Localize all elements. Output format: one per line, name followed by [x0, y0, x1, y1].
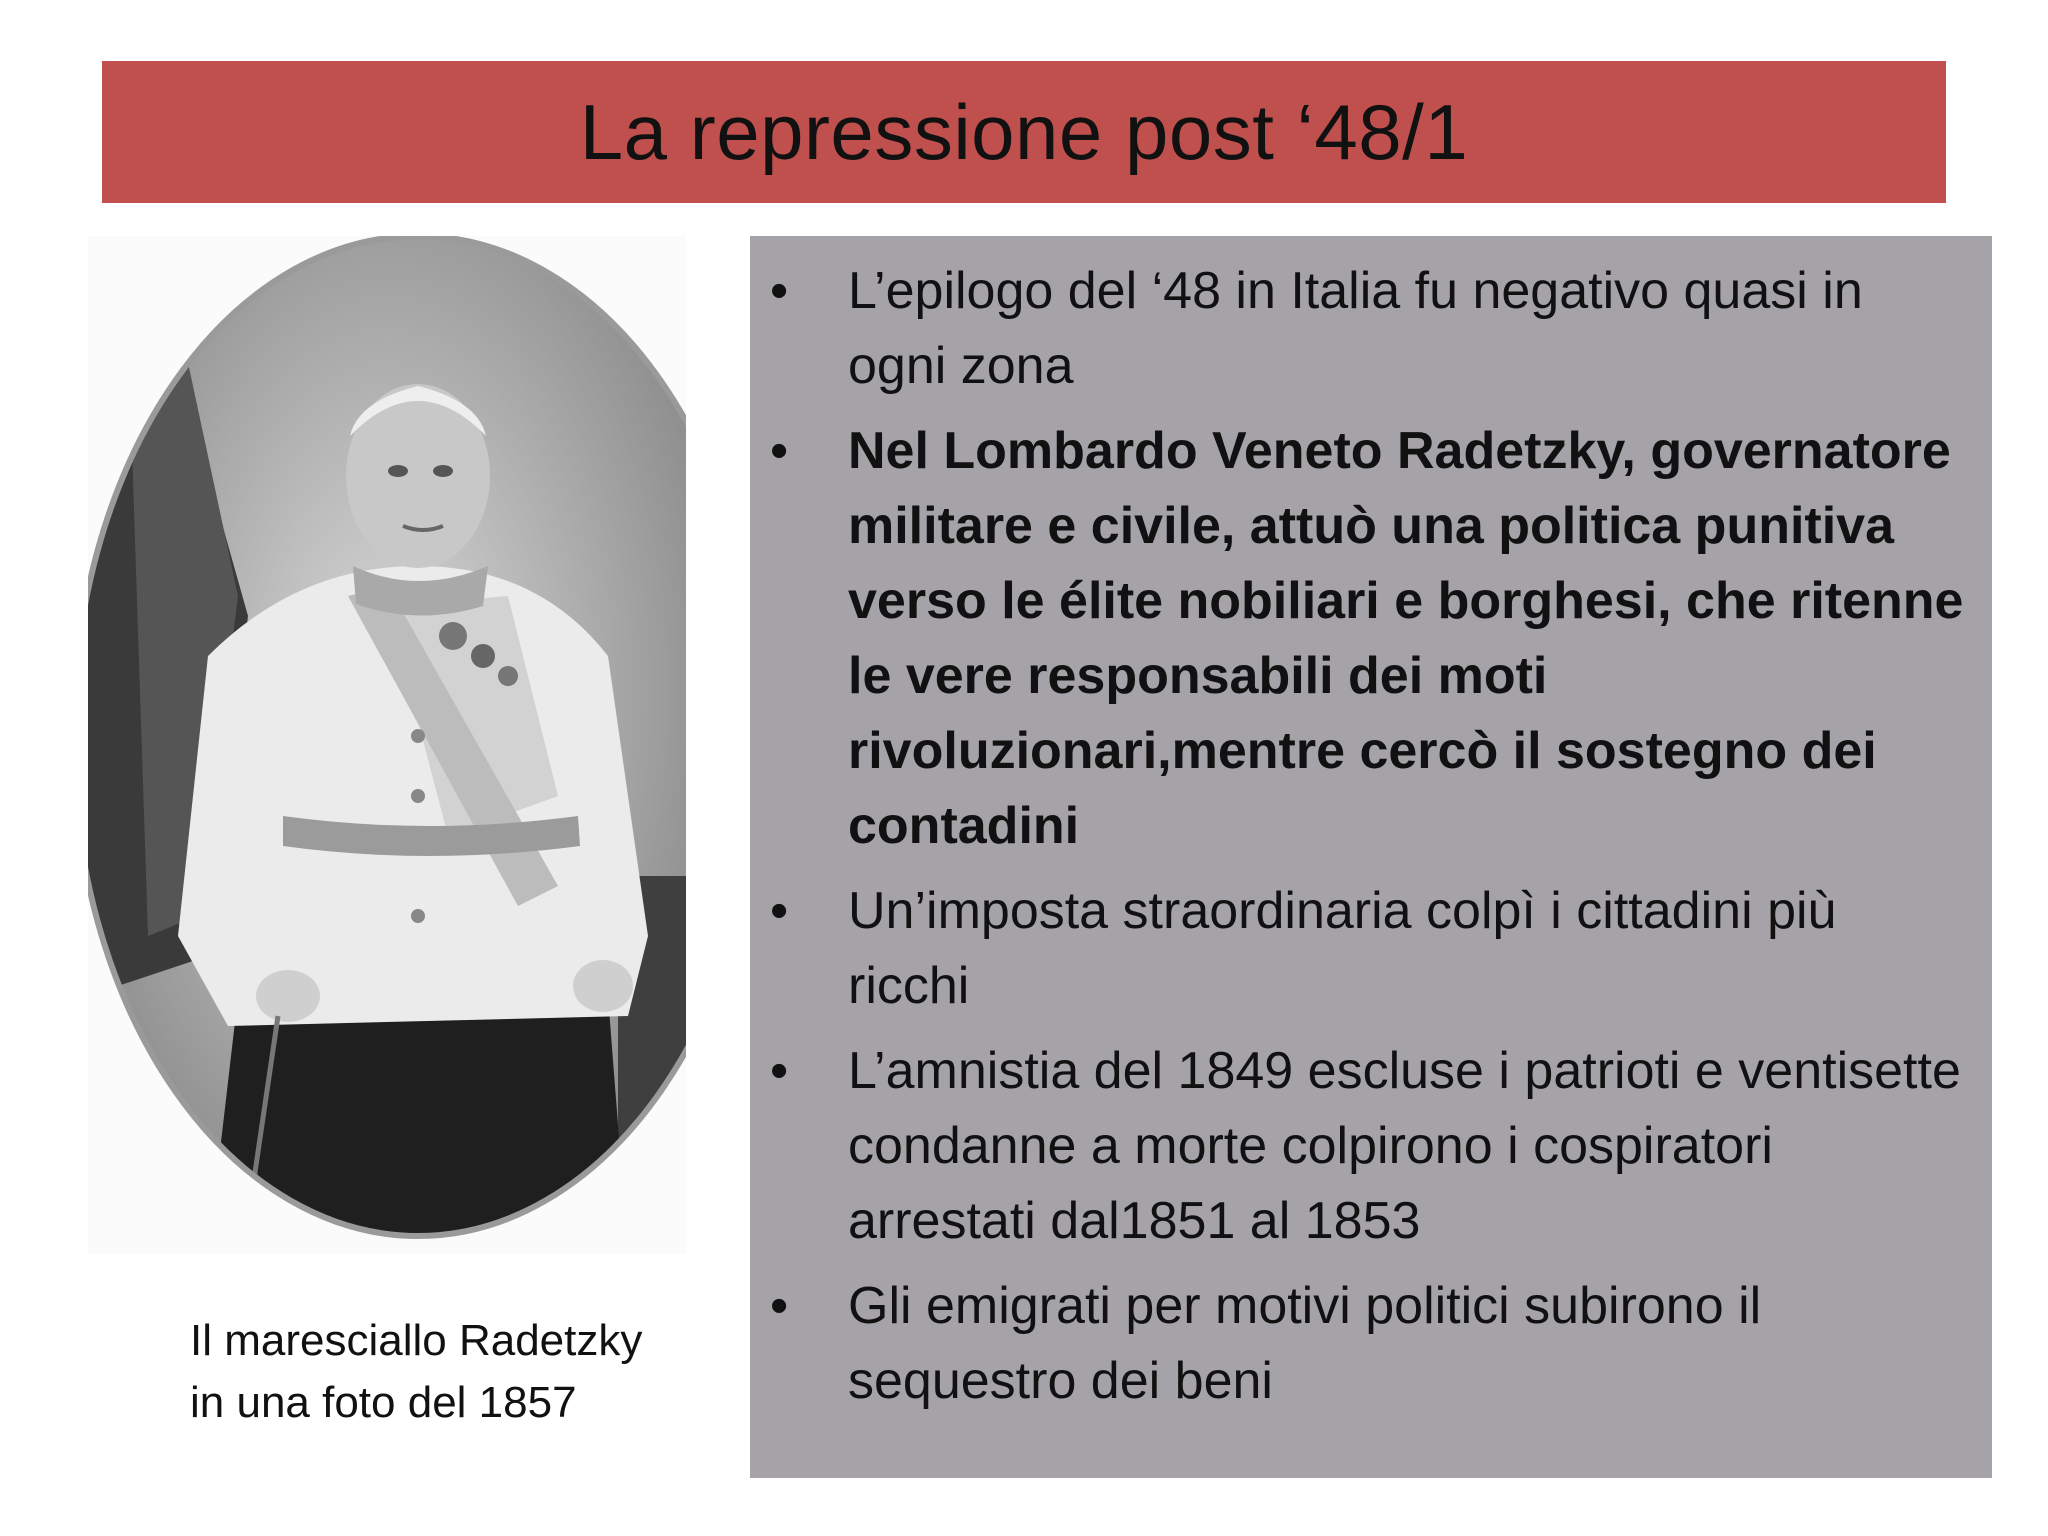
title-bar: [102, 61, 1946, 203]
portrait-photo: [88, 236, 686, 1254]
bullet-item: [750, 254, 1992, 404]
bullet-text: Un’imposta straordinaria colpì i cittadini più ricchi: [848, 882, 1837, 1015]
radetzky-portrait-image: [88, 236, 686, 1254]
bullet-item: [750, 874, 1992, 1024]
bullet-text: Gli emigrati per motivi politici subirono il sequestro dei beni: [848, 1277, 1762, 1410]
bullet-glyph: •: [770, 1042, 789, 1100]
portrait-caption: Il maresciallo Radetzky in una foto del 1857: [190, 1316, 643, 1427]
bullet-glyph: •: [770, 882, 789, 940]
bullet-text: L’amnistia del 1849 escluse i patrioti e ventisette condanne a morte colpirono i cospiratori arrestati dal1851 al 1853: [848, 1042, 1961, 1250]
bullet-item: [750, 414, 1992, 864]
bullet-list: [750, 254, 1992, 1429]
bullet-item: [750, 1269, 1992, 1419]
content-box: [750, 236, 1992, 1478]
slide-title: La repressione post ‘48/1: [579, 87, 1469, 176]
bullet-item: [750, 1034, 1992, 1259]
bullet-text: L’epilogo del ‘48 in Italia fu negativo quasi in ogni zona: [848, 262, 1863, 395]
bullet-glyph: •: [770, 422, 789, 480]
bullet-text: Nel Lombardo Veneto Radetzky, governatore militare e civile, attuò una politica punitiva verso le élite nobiliari e borghesi, che ritenne le vere responsabili dei moti rivoluzionari,mentre cercò il sostegno dei contadini: [848, 422, 1964, 855]
bullet-glyph: •: [770, 262, 789, 320]
bullet-glyph: •: [770, 1277, 789, 1335]
